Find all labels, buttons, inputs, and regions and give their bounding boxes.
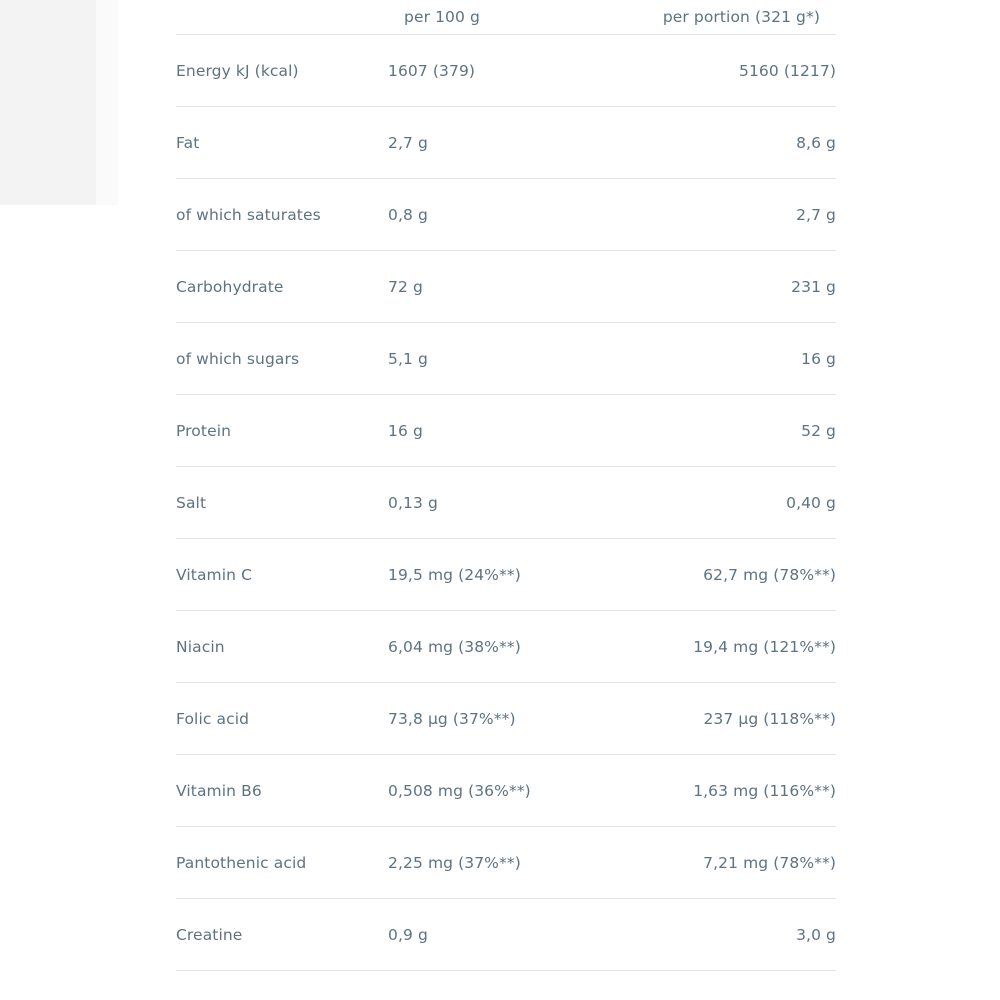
table-header-row (176, 0, 836, 35)
column-header-per-100g: per 100 g (388, 0, 612, 35)
value-per-100g: 16 g (388, 395, 612, 467)
value-per-portion: 231 g (612, 251, 836, 323)
nutrient-name: of which sugars (176, 323, 388, 395)
nutrient-name: Energy kJ (kcal) (176, 35, 388, 107)
value-per-portion: 0,40 g (612, 467, 836, 539)
table-row (176, 539, 836, 611)
value-per-100g: 6,04 mg (38%**) (388, 611, 612, 683)
value-per-portion: 5160 (1217) (612, 35, 836, 107)
table-row (176, 395, 836, 467)
value-per-portion: 237 µg (118%**) (612, 683, 836, 755)
column-header-per-portion: per portion (321 g*) (612, 0, 836, 35)
value-per-100g: 72 g (388, 251, 612, 323)
table-row (176, 683, 836, 755)
table-row (176, 107, 836, 179)
value-per-100g: 0,508 mg (36%**) (388, 755, 612, 827)
table-header (176, 0, 836, 35)
nutrient-name: Fat (176, 107, 388, 179)
column-header-nutrient (176, 0, 388, 35)
value-per-100g: 19,5 mg (24%**) (388, 539, 612, 611)
value-per-100g: 2,7 g (388, 107, 612, 179)
nutrient-name: Protein (176, 395, 388, 467)
table-row (176, 323, 836, 395)
value-per-100g: 73,8 µg (37%**) (388, 683, 612, 755)
value-per-portion: 16 g (612, 323, 836, 395)
table-row (176, 755, 836, 827)
nutrition-facts-table (176, 0, 836, 971)
value-per-100g: 0,9 g (388, 899, 612, 971)
value-per-portion: 2,7 g (612, 179, 836, 251)
value-per-portion: 3,0 g (612, 899, 836, 971)
table-row (176, 827, 836, 899)
nutrient-name: Pantothenic acid (176, 827, 388, 899)
nutrient-name: Creatine (176, 899, 388, 971)
nutrient-name: Niacin (176, 611, 388, 683)
table-body (176, 35, 836, 971)
value-per-portion: 8,6 g (612, 107, 836, 179)
value-per-portion: 52 g (612, 395, 836, 467)
value-per-portion: 1,63 mg (116%**) (612, 755, 836, 827)
table-row (176, 251, 836, 323)
value-per-portion: 7,21 mg (78%**) (612, 827, 836, 899)
table-row (176, 467, 836, 539)
nutrient-name: of which saturates (176, 179, 388, 251)
nutrient-name: Salt (176, 467, 388, 539)
table-row (176, 899, 836, 971)
nutrient-name: Carbohydrate (176, 251, 388, 323)
value-per-100g: 2,25 mg (37%**) (388, 827, 612, 899)
left-grey-band (0, 0, 96, 205)
value-per-100g: 0,8 g (388, 179, 612, 251)
nutrient-name: Folic acid (176, 683, 388, 755)
value-per-100g: 5,1 g (388, 323, 612, 395)
left-grey-band-edge (96, 0, 118, 205)
value-per-100g: 0,13 g (388, 467, 612, 539)
table-row (176, 611, 836, 683)
value-per-portion: 62,7 mg (78%**) (612, 539, 836, 611)
nutrient-name: Vitamin C (176, 539, 388, 611)
table-row (176, 35, 836, 107)
nutrient-name: Vitamin B6 (176, 755, 388, 827)
value-per-100g: 1607 (379) (388, 35, 612, 107)
table-row (176, 179, 836, 251)
value-per-portion: 19,4 mg (121%**) (612, 611, 836, 683)
